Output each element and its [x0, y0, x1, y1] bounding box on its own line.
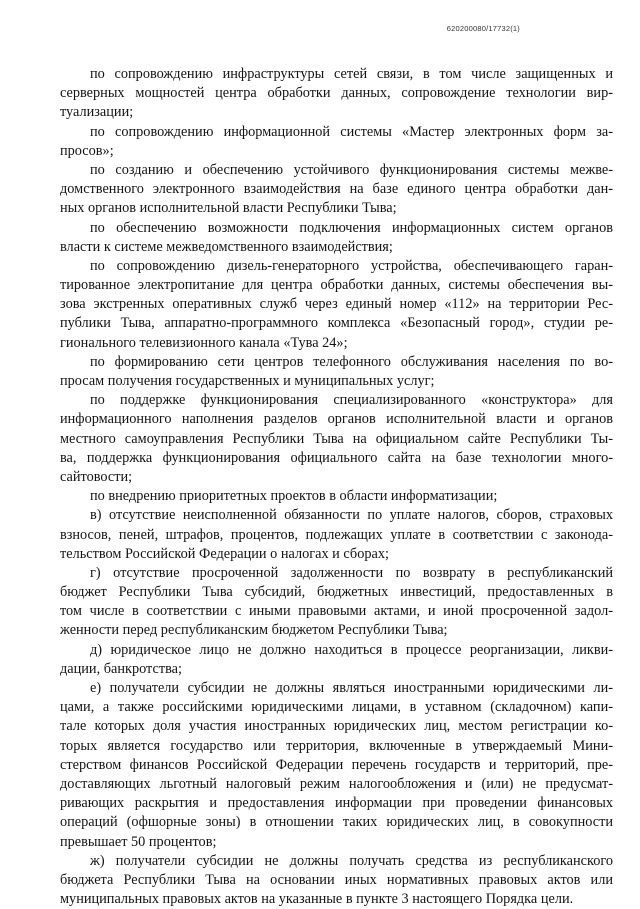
text-line: г) отсутствие просроченной задолженности по возврату в республиканский — [90, 564, 613, 581]
text-line: ных органов исполнительной власти Республики Тыва; — [60, 200, 397, 217]
text-line: просам получения государственных и муниципальных услуг; — [60, 373, 435, 389]
text-line: тельством Российской Федерации о налогах и сборах; — [60, 545, 389, 562]
text-line: бюджета Республики Тыва на основании иных нормативных правовых актов или — [60, 871, 613, 888]
paragraph — [60, 487, 613, 506]
text-line: дации, банкротства; — [60, 660, 182, 677]
text-line: по созданию и обеспечению устойчивого функционирования системы межве- — [90, 161, 613, 178]
paragraph — [60, 852, 613, 909]
paragraph — [60, 564, 613, 641]
text-line: по внедрению приоритетных проектов в области информатизации; — [90, 488, 498, 505]
text-line: домственного электронного взаимодействия на базе единого центра обработки дан- — [60, 181, 613, 198]
document-body — [60, 65, 613, 909]
text-line: торых является государство или территория, включенные в утверждаемый Мини- — [60, 737, 613, 754]
text-line: сайтовости; — [60, 468, 133, 485]
paragraph — [60, 641, 613, 679]
text-line: публики Тыва, аппаратно-программного комплекса «Безопасный город», студии ре- — [60, 315, 613, 332]
text-line: по сопровождению инфраструктуры сетей связи, в том числе защищенных и — [90, 66, 613, 82]
text-line: по поддержке функционирования специализированного «конструктора» для — [90, 392, 613, 409]
text-line: взносов, пеней, штрафов, процентов, подлежащих уплате в соответствии с законода- — [60, 526, 613, 543]
text-line: по формированию сети центров телефонного обслуживания населения по во- — [90, 353, 613, 370]
paragraph — [60, 257, 613, 353]
text-line: тале которых доля участия иностранных юридических лиц, местом регистрации ко- — [60, 718, 613, 735]
text-line: том числе в соответствии с иными правовыми актами, и иной просроченной задол- — [60, 603, 613, 620]
text-line: ва, поддержка функционирования официального сайта на базе технологии много- — [60, 449, 613, 466]
text-line: цами, а также российскими юридическими лицами, в уставном (складочном) капи- — [60, 699, 613, 716]
text-line: по сопровождению дизель-генераторного устройства, обеспечивающего гаран- — [90, 257, 613, 274]
document-number: 620200080/17732(1) — [446, 24, 520, 33]
text-line: по сопровождению информационной системы «Мастер электронных форм за- — [90, 123, 613, 140]
text-line: информационного наполнения разделов органов исполнительной власти и органов — [60, 411, 613, 428]
paragraph — [60, 506, 613, 564]
text-line: гионального телевизионного канала «Тува 24»; — [60, 334, 348, 351]
paragraph — [60, 123, 613, 161]
text-line: туализации; — [60, 104, 134, 121]
text-line: стерством финансов Российской Федерации перечень государств и территорий, пре- — [60, 756, 613, 773]
text-line: ж) получатели субсидии не должны получать средства из республиканского — [90, 852, 613, 869]
text-line: превышает 50 процентов; — [60, 833, 217, 850]
paragraph — [60, 353, 613, 391]
paragraph — [60, 65, 613, 123]
text-line: муниципальных правовых актов на указанные в пункте 3 настоящего Порядка цели. — [60, 891, 574, 908]
text-line: в) отсутствие неисполненной обязанности по уплате налогов, сборов, страховых — [90, 507, 613, 524]
text-line: д) юридическое лицо не должно находиться в процессе реорганизации, ликви- — [90, 641, 613, 658]
text-line: бюджет Республики Тыва субсидий, бюджетных инвестиций, предоставленных в — [60, 584, 613, 601]
text-line: по обеспечению возможности подключения информационных систем органов — [90, 219, 613, 236]
text-line: ривающих раскрытия и предоставления информации при проведении финансовых — [60, 795, 613, 812]
paragraph — [60, 391, 613, 487]
text-line: женности перед республиканским бюджетом Республики Тыва; — [60, 622, 448, 639]
text-line: доставляющих льготный налоговый режим налогообложения и (или) не предусмат- — [60, 775, 613, 792]
paragraph — [60, 161, 613, 219]
text-line: просов»; — [60, 142, 114, 159]
text-line: серверных мощностей центра обработки данных, сопровождение технологии вир- — [60, 85, 613, 102]
paragraph — [60, 679, 613, 852]
text-line: операций (офшорные зоны) в отношении таких юридических лиц, в совокупности — [60, 814, 613, 831]
text-line: тированное электропитание для центра обработки данных, системы обеспечения вы- — [60, 277, 613, 294]
paragraph — [60, 219, 613, 257]
text-line: власти к системе межведомственного взаимодействия; — [60, 238, 393, 255]
text-line: местного самоуправления Республики Тыва на официальном сайте Республики Ты- — [60, 430, 613, 447]
text-line: е) получатели субсидии не должны являться иностранными юридическими ли- — [90, 680, 613, 696]
text-line: зова экстренных оперативных служб через единый номер «112» на территории Рес- — [60, 296, 613, 313]
